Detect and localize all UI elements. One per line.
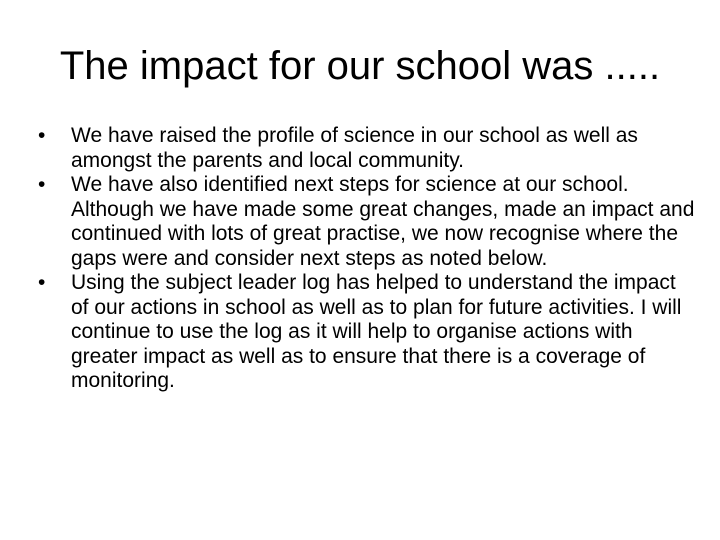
bullet-text: We have raised the profile of science in our school as well as amongst the parents and local community.: [71, 124, 638, 172]
bullet-list: [36, 124, 696, 394]
slide-title: The impact for our school was .....: [59, 44, 661, 88]
bullet-text: Using the subject leader log has helped to understand the impact of our actions in school as well as to plan for future activities. I will continue to use the log as it will help to organise actions with greater impact as well as to ensure that there is a coverage of monitoring.: [71, 271, 682, 392]
bullet-icon: •: [38, 173, 46, 196]
bullet-item: [36, 124, 696, 173]
bullet-text: We have also identified next steps for science at our school. Although we have made some great changes, made an impact and continued with lots of great practise, we now recognise where the gaps were and consider next steps as noted below.: [71, 173, 695, 270]
bullet-icon: •: [38, 271, 46, 294]
bullet-item: [36, 173, 696, 271]
bullet-item: [36, 271, 696, 394]
bullet-icon: •: [38, 124, 46, 147]
